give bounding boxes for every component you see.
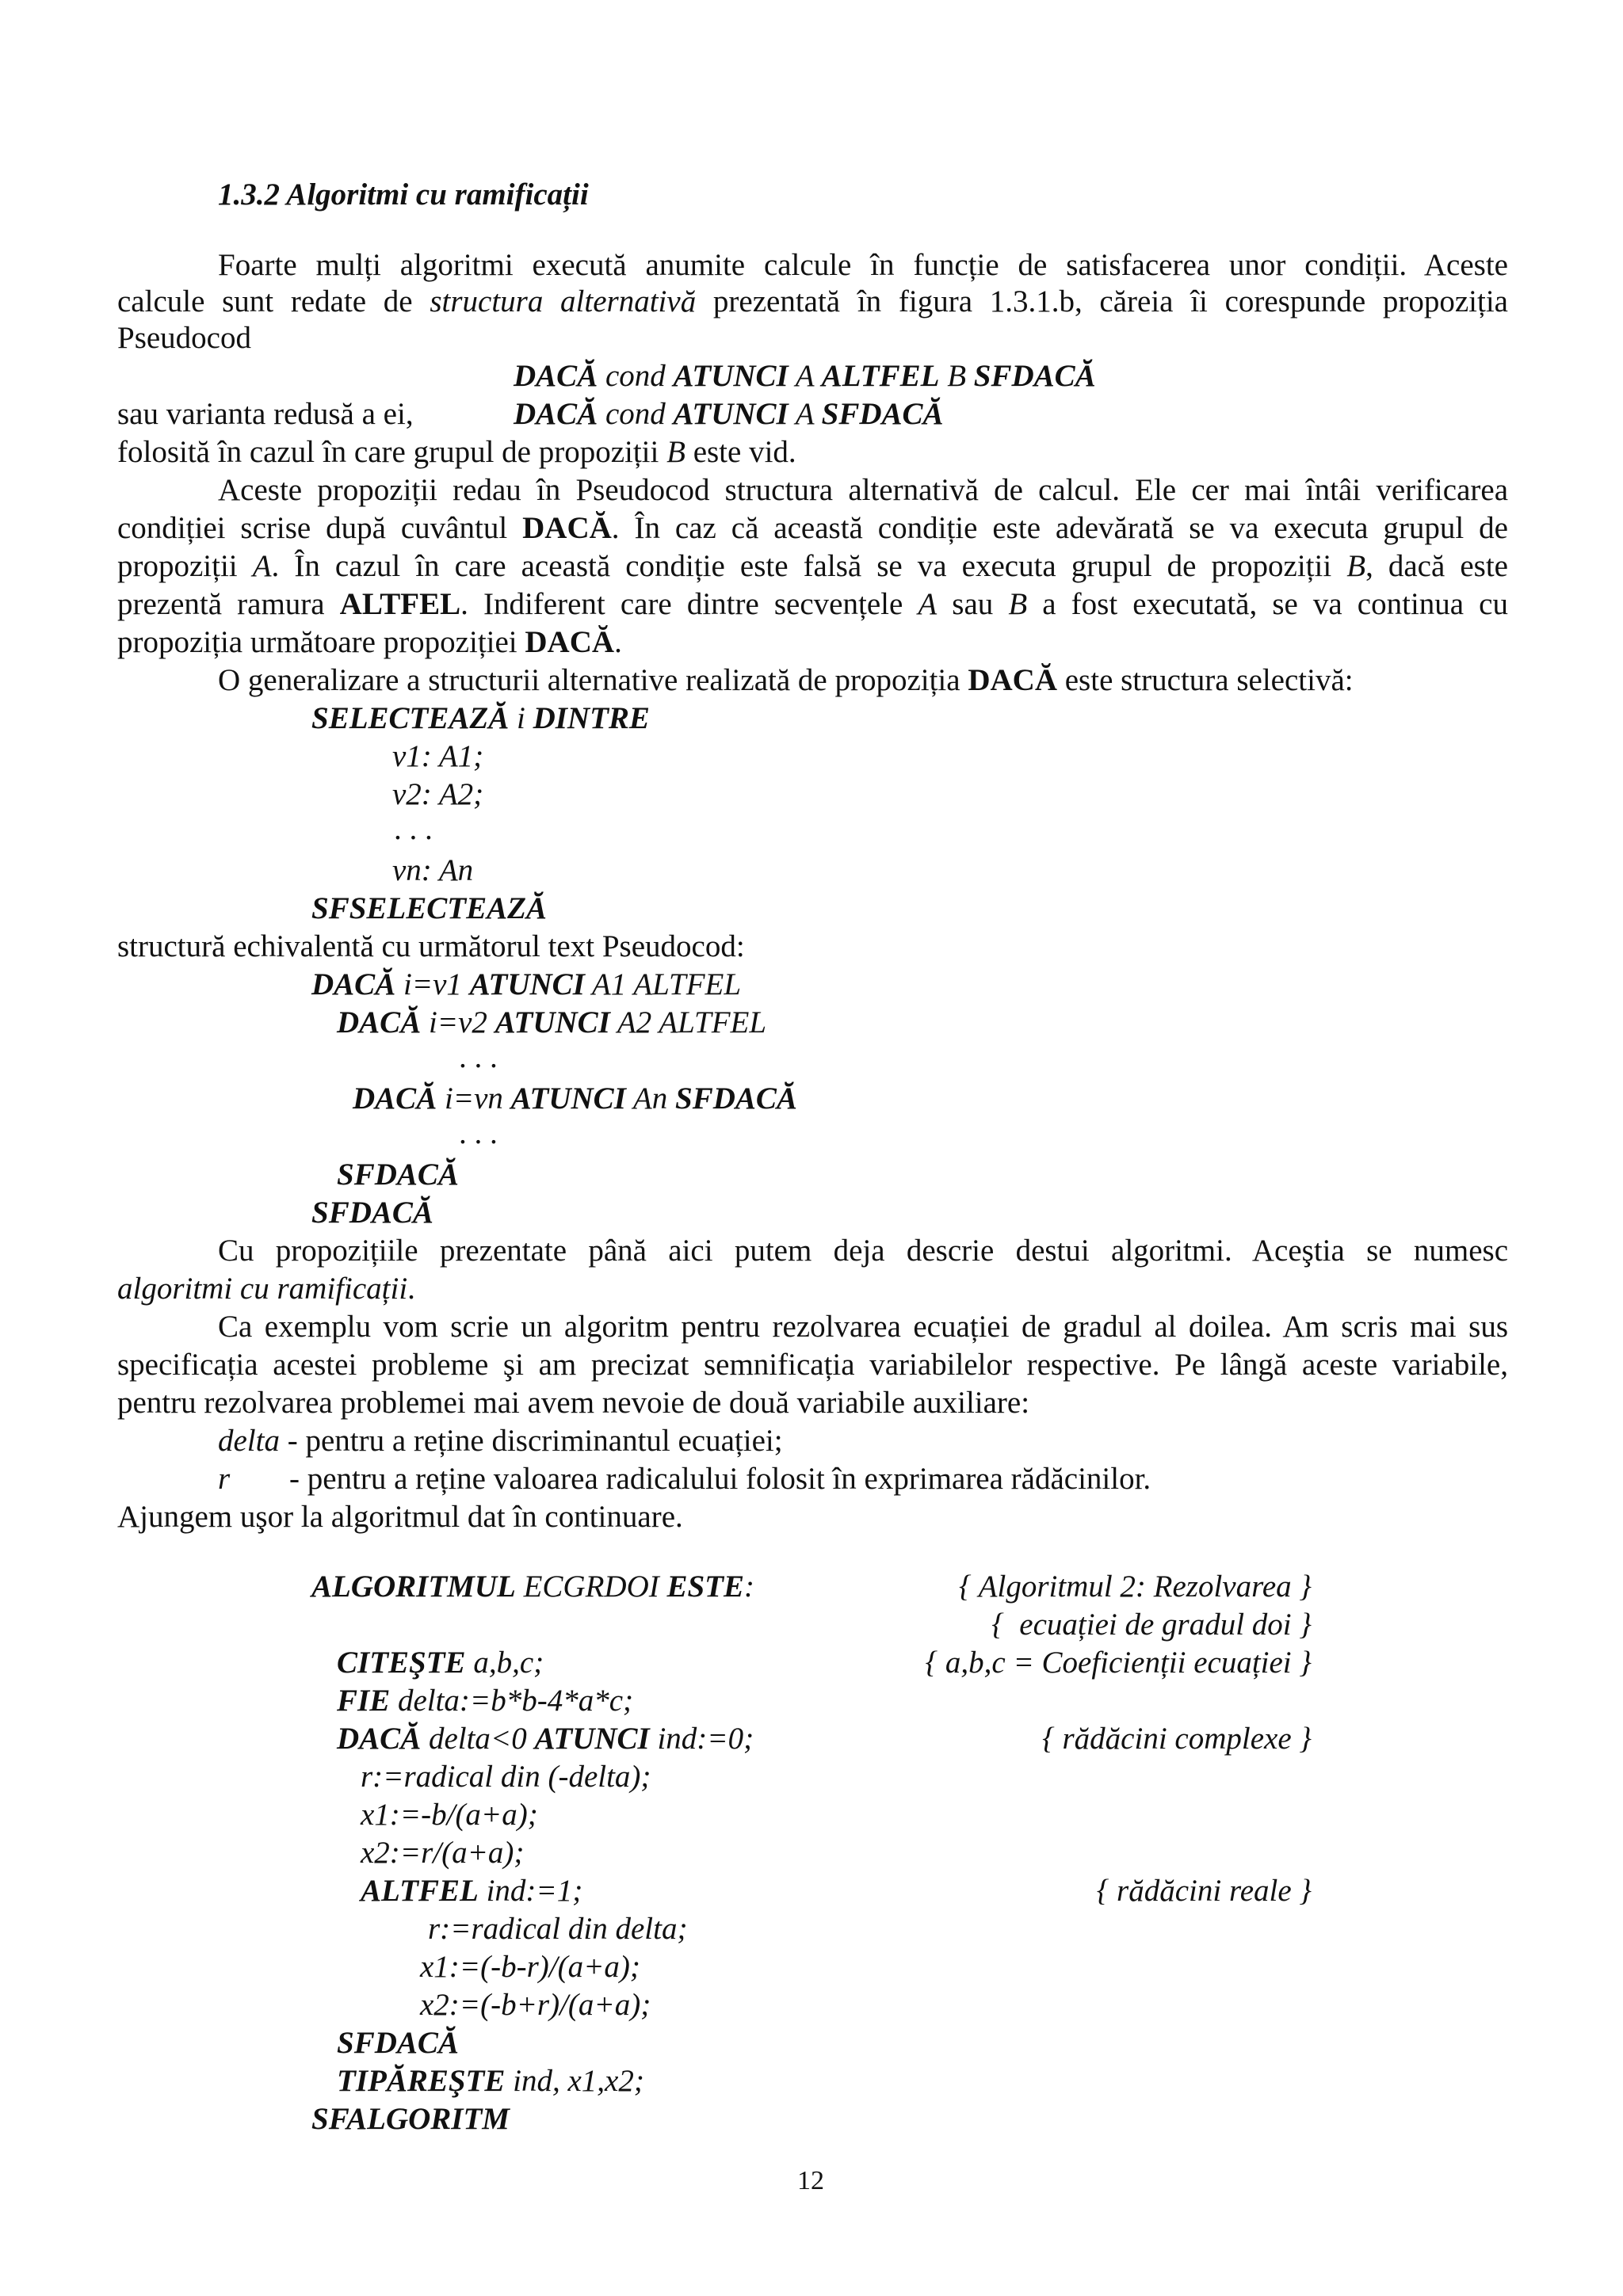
code-text: ind:=0; — [649, 1722, 754, 1756]
text-span: folosită în cazul în care grupul de propoziții — [117, 435, 667, 469]
text-span: , dacă este — [1365, 549, 1508, 583]
keyword: ATUNCI — [534, 1722, 650, 1756]
keyword: TIPĂREŞTE — [337, 2064, 506, 2098]
comment-5: { rădăcini reale } — [1096, 1874, 1312, 1908]
text-span: propoziții — [117, 549, 253, 583]
algo-line-11: x2:=(-b+r)/(a+a); — [420, 1988, 651, 2022]
italic-term: structura alternativă — [430, 284, 697, 318]
algo-line-5: r:=radical din (-delta); — [361, 1760, 651, 1794]
text-span: . În caz că această condiție este adevărată se va executa grupul de — [611, 511, 1508, 545]
algo-line-13 — [337, 2063, 644, 2100]
algo-line-10: x1:=(-b-r)/(a+a); — [420, 1950, 640, 1984]
paragraph-1-line-2 — [117, 284, 1508, 320]
paragraph-1-line-3: Pseudocod — [117, 321, 251, 355]
var-delta-line — [218, 1423, 783, 1459]
variable-name: delta — [218, 1424, 280, 1458]
pseudocode-if — [514, 396, 944, 433]
text-span: calcule sunt redate de — [117, 284, 430, 318]
keyword: DACĂ — [514, 359, 598, 393]
keyword: SFDACĂ — [675, 1081, 797, 1116]
keyword: ALTFEL — [361, 1874, 479, 1908]
keyword: ESTE — [666, 1569, 745, 1604]
italic-term: B — [666, 435, 685, 469]
code-text: An — [625, 1081, 675, 1116]
algo-line-1 — [311, 1569, 754, 1605]
keyword: DACĂ — [311, 967, 396, 1001]
text-span: sau — [937, 587, 1009, 621]
algo-line-2 — [337, 1645, 544, 1681]
keyword: CITEŞTE — [337, 1646, 466, 1680]
text-span: . În cazul în care această condiție este falsă se va executa grupul de propoziții — [271, 549, 1347, 583]
var-r-desc: - pentru a reține valoarea radicalului folosit în exprimarea rădăcinilor. — [289, 1462, 1151, 1496]
algo-line-8 — [361, 1873, 582, 1909]
italic-term: B — [1346, 549, 1366, 583]
text-span: prezentă ramura — [117, 587, 340, 621]
select-case-n: vn: An — [392, 853, 474, 887]
keyword: ALTFEL — [821, 359, 940, 393]
keyword: FIE — [337, 1684, 391, 1718]
algo-line-6: x1:=-b/(a+a); — [361, 1798, 538, 1832]
code-text: i=vn — [437, 1081, 511, 1116]
keyword: ATUNCI — [495, 1005, 610, 1039]
italic-term: B — [1008, 587, 1028, 621]
nested-ellipsis-1: . . . — [460, 1040, 498, 1074]
nested-ellipsis-2: . . . — [460, 1116, 498, 1150]
text-span: O generalizare a structurii alternative realizată de propoziția — [218, 663, 968, 697]
keyword: ALGORITMUL — [311, 1569, 516, 1604]
nested-end-1: SFDACĂ — [337, 1158, 459, 1192]
code-text: a,b,c; — [465, 1646, 544, 1680]
keyword: ATUNCI — [469, 967, 585, 1001]
paragraph-1-line-1: Foarte mulți algoritmi execută anumite calcule în funcție de satisfacerea unor condiții. Aceste — [218, 248, 1508, 282]
code-text: A2 ALTFEL — [609, 1005, 767, 1039]
italic-term: algoritmi cu ramificații — [117, 1272, 408, 1306]
code-text: : — [744, 1569, 755, 1604]
text-span: . — [407, 1272, 415, 1306]
text-span: propoziția următoare propoziției — [117, 625, 525, 659]
text-span: . Indiferent care dintre secvențele — [460, 587, 918, 621]
keyword: SFDACĂ — [973, 359, 1096, 393]
algo-line-7: x2:=r/(a+a); — [361, 1836, 525, 1870]
select-end: SFSELECTEAZĂ — [311, 891, 547, 925]
paragraph-5-line-2: specificația acestei probleme şi am precizat semnificația variabilelor respective. Pe lângă aceste variabile, — [117, 1348, 1508, 1382]
paragraph-2-line-4 — [117, 586, 1508, 623]
italic-term: A — [918, 587, 938, 621]
algo-line-12: SFDACĂ — [337, 2026, 459, 2060]
keyword: SFDACĂ — [821, 397, 944, 431]
paragraph-2-line-1: Aceste propoziții redau în Pseudocod structura alternativă de calcul. Ele cer mai întâi verificarea — [218, 473, 1508, 507]
code-text: ECGRDOI — [515, 1569, 667, 1604]
used-when-line — [117, 434, 796, 471]
nested-if-n — [353, 1081, 797, 1117]
paragraph-3 — [218, 662, 1354, 699]
code-text: cond — [598, 397, 674, 431]
code-text: i=v1 — [395, 967, 470, 1001]
comment-4: { rădăcini complexe } — [1042, 1722, 1312, 1756]
text-span: - pentru a reține discriminantul ecuației; — [279, 1424, 783, 1458]
reduced-variant-label: sau varianta redusă a ei, — [117, 397, 414, 431]
var-r-name: r — [218, 1462, 231, 1496]
bold-term: DACĂ — [525, 625, 615, 659]
text-span: este vid. — [685, 435, 796, 469]
nested-end-2: SFDACĂ — [311, 1196, 433, 1230]
paragraph-2-line-5 — [117, 624, 622, 661]
italic-term: A — [252, 549, 272, 583]
code-text: i=v2 — [421, 1005, 495, 1039]
paragraph-5-line-3: pentru rezolvarea problemei mai avem nevoie de două variabile auxiliare: — [117, 1386, 1030, 1420]
keyword: DACĂ — [337, 1005, 422, 1039]
keyword: ATUNCI — [673, 397, 789, 431]
section-heading: 1.3.2 Algoritmi cu ramificații — [218, 177, 589, 212]
code-text: cond — [598, 359, 674, 393]
lead-in-line: Ajungem uşor la algoritmul dat în continuare. — [117, 1500, 683, 1534]
code-text: ind:=1; — [478, 1874, 583, 1908]
code-text: delta:=b*b-4*a*c; — [390, 1684, 634, 1718]
comment-1: { Algoritmul 2: Rezolvarea } — [959, 1569, 1312, 1604]
paragraph-2-line-3 — [117, 548, 1508, 585]
select-header — [311, 700, 650, 737]
code-text: B — [939, 359, 974, 393]
keyword: DINTRE — [533, 701, 650, 735]
keyword: SELECTEAZĂ — [311, 701, 510, 735]
algo-line-14: SFALGORITM — [311, 2102, 510, 2136]
code-text: ind, x1,x2; — [505, 2064, 644, 2098]
code-text: i — [509, 701, 533, 735]
comment-2: { ecuației de gradul doi } — [991, 1608, 1312, 1642]
page-number: 12 — [797, 2166, 824, 2195]
text-span: este structura selectivă: — [1057, 663, 1354, 697]
bold-term: DACĂ — [968, 663, 1057, 697]
code-text: delta<0 — [421, 1722, 535, 1756]
nested-if-1 — [311, 967, 741, 1003]
text-span: . — [614, 625, 622, 659]
code-text: A1 ALTFEL — [584, 967, 742, 1001]
comment-3: { a,b,c = Coeficienții ecuației } — [925, 1646, 1312, 1680]
keyword: ATUNCI — [510, 1081, 626, 1116]
text-span: a fost executată, se va continua cu — [1027, 587, 1508, 621]
equivalent-text-line: structură echivalentă cu următorul text Pseudocod: — [117, 929, 745, 963]
algo-line-4 — [337, 1721, 754, 1757]
bold-term: ALTFEL — [339, 587, 461, 621]
code-text: A — [788, 359, 822, 393]
paragraph-4-line-2 — [117, 1271, 415, 1307]
select-case-1: v1: A1; — [392, 739, 484, 773]
keyword: ATUNCI — [673, 359, 789, 393]
pseudocode-if-else — [514, 358, 1096, 395]
select-ellipsis: . . . — [395, 812, 433, 846]
algo-line-9: r:=radical din delta; — [428, 1912, 688, 1946]
algo-line-3 — [337, 1683, 633, 1719]
nested-if-2 — [337, 1005, 766, 1041]
keyword: DACĂ — [353, 1081, 437, 1116]
keyword: DACĂ — [337, 1722, 422, 1756]
text-span: condiției scrise după cuvântul — [117, 511, 523, 545]
paragraph-4-line-1: Cu propozițiile prezentate până aici putem deja descrie destui algoritmi. Aceştia se numesc — [218, 1234, 1508, 1268]
select-case-2: v2: A2; — [392, 777, 484, 811]
code-text: A — [788, 397, 822, 431]
text-span: prezentată în figura 1.3.1.b, căreia îi corespunde propoziția — [696, 284, 1508, 318]
bold-term: DACĂ — [522, 511, 612, 545]
keyword: DACĂ — [514, 397, 598, 431]
paragraph-2-line-2 — [117, 510, 1508, 547]
paragraph-5-line-1: Ca exemplu vom scrie un algoritm pentru rezolvarea ecuației de gradul al doilea. Am scris mai sus — [218, 1310, 1508, 1344]
